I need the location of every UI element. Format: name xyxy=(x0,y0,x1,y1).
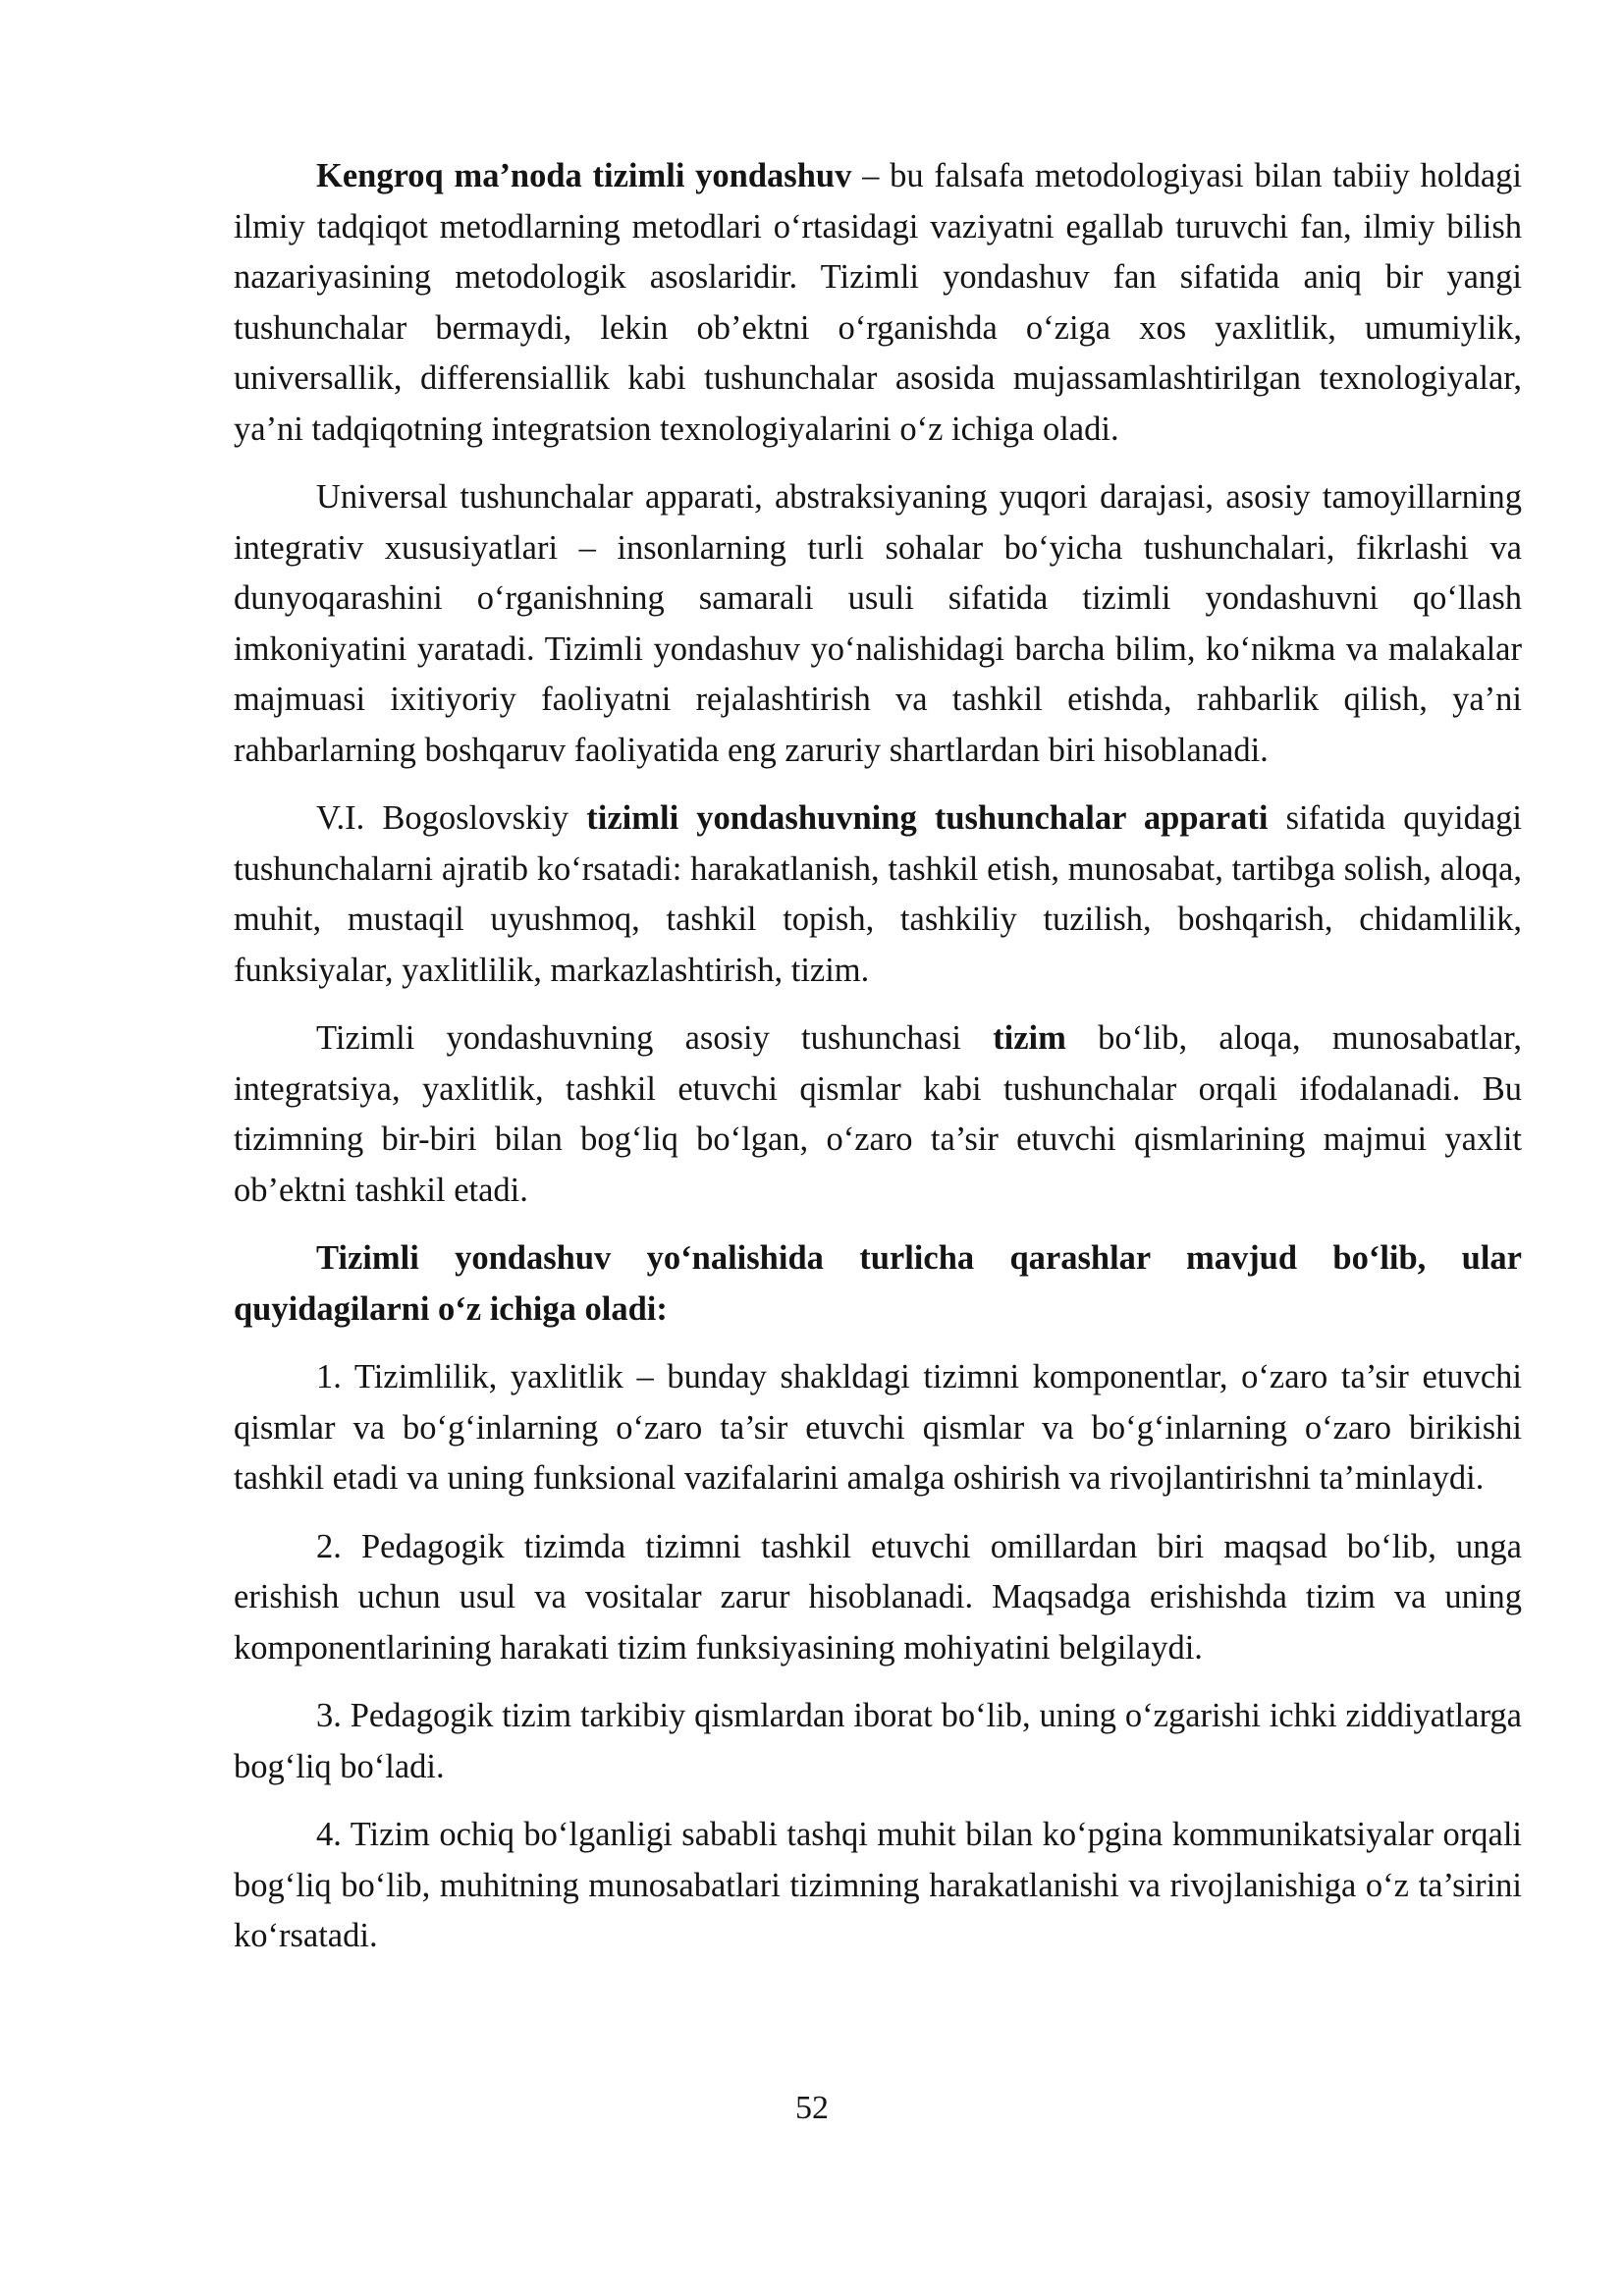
section-heading-text: Tizimli yondashuv yo‘nalishida turlicha qarashlar mavjud bo‘lib, ular quyidagilarni o‘z ichiga oladi: xyxy=(234,1239,1522,1328)
paragraph-3-before: V.I. Bogoslovskiy xyxy=(316,799,587,837)
paragraph-4-before: Tizimli yondashuvning asosiy tushunchasi xyxy=(316,1019,994,1057)
paragraph-1 xyxy=(234,151,1522,455)
paragraph-3-after: sifatida quyidagi tushunchalarni ajratib ko‘rsatadi: harakatlanish, tashkil etish, munosabat, tartibga solish, aloqa, muhit, mustaqil uyushmoq, tashkil topish, tashkiliy tuzilish, boshqarish, chidamlilik, funksiyalar, yaxlitlilik, markazlashtirish, tizim. xyxy=(234,799,1523,989)
page-number: 52 xyxy=(795,2090,829,2126)
paragraph-3 xyxy=(234,793,1522,996)
section-heading xyxy=(234,1233,1522,1335)
list-item-4: 4. Tizim ochiq bo‘lganligi sababli tashqi muhit bilan ko‘pgina kommunikatsiyalar orqali bog‘liq bo‘lib, muhitning munosabatlari tizimning harakatlanishi va rivojlanishiga o‘z ta’sirini ko‘rsatadi. xyxy=(234,1816,1522,1954)
page-body xyxy=(234,151,1522,1980)
list-item-3: 3. Pedagogik tizim tarkibiy qismlardan iborat bo‘lib, uning o‘zgarishi ichki ziddiyatlarga bog‘liq bo‘ladi. xyxy=(234,1697,1522,1785)
paragraph-1-text: – bu falsafa metodologiyasi bilan tabiiy holdagi ilmiy tadqiqot metodlarning metodlari o‘rtasidagi vaziyatni egallab turuvchi fan, ilmiy bilish nazariyasining metodologik asoslaridir. Tizimli yondashuv fan sifatida aniq bir yangi tushunchalar bermaydi, lekin ob’ektni o‘rganishda o‘ziga xos yaxlitlik, umumiylik, universallik, differensiallik kabi tushunchalar asosida mujassamlashtirilgan texnologiyalar, ya’ni tadqiqotning integratsion texnologiyalarini o‘z ichiga oladi. xyxy=(234,157,1522,448)
list-item-2: 2. Pedagogik tizimda tizimni tashkil etuvchi omillardan biri maqsad bo‘lib, unga erishish uchun usul va vositalar zarur hisoblanadi. Maqsadga erishishda tizim va uning komponentlarining harakati tizim funksiyasining mohiyatini belgilaydi. xyxy=(234,1527,1522,1667)
bold-lead: Kengroq ma’noda tizimli yondashuv xyxy=(316,157,852,194)
paragraph-2: Universal tushunchalar apparati, abstraksiyaning yuqori darajasi, asosiy tamoyillarning integrativ xususiyatlari – insonlarning turli sohalar bo‘yicha tushunchalari, fikrlashi va dunyoqarashini o‘rganishning samarali usuli sifatida tizimli yondashuvni qo‘llash imkoniyatini yaratadi. Tizimli yondashuv yo‘nalishidagi barcha bilim, ko‘nikma va malakalar majmuasi ixitiyoriy faoliyatni rejalashtirish va tashkil etishda, rahbarlik qilish, ya’ni rahbarlarning boshqaruv faoliyatida eng zaruriy shartlardan biri hisoblanadi. xyxy=(234,478,1522,769)
paragraph-3-bold: tizimli yondashuvning tushunchalar apparati xyxy=(586,799,1269,837)
paragraph-4-bold: tizim xyxy=(993,1019,1066,1057)
paragraph-4-after: bo‘lib, aloqa, munosabatlar, integratsiya, yaxlitlik, tashkil etuvchi qismlar kabi tushunchalar orqali ifodalanadi. Bu tizimning bir-biri bilan bog‘liq bo‘lgan, o‘zaro ta’sir etuvchi qismlarining majmui yaxlit ob’ektni tashkil etadi. xyxy=(234,1019,1522,1209)
paragraph-4 xyxy=(234,1013,1522,1216)
list-item-1: 1. Tizimlilik, yaxlitlik – bunday shakldagi tizimni komponentlar, o‘zaro ta’sir etuvchi qismlar va bo‘g‘inlarning o‘zaro ta’sir etuvchi qismlar va bo‘g‘inlarning o‘zaro birikishi tashkil etadi va uning funksional vazifalarini amalga oshirish va rivojlantirishni ta’minlaydi. xyxy=(234,1358,1522,1497)
